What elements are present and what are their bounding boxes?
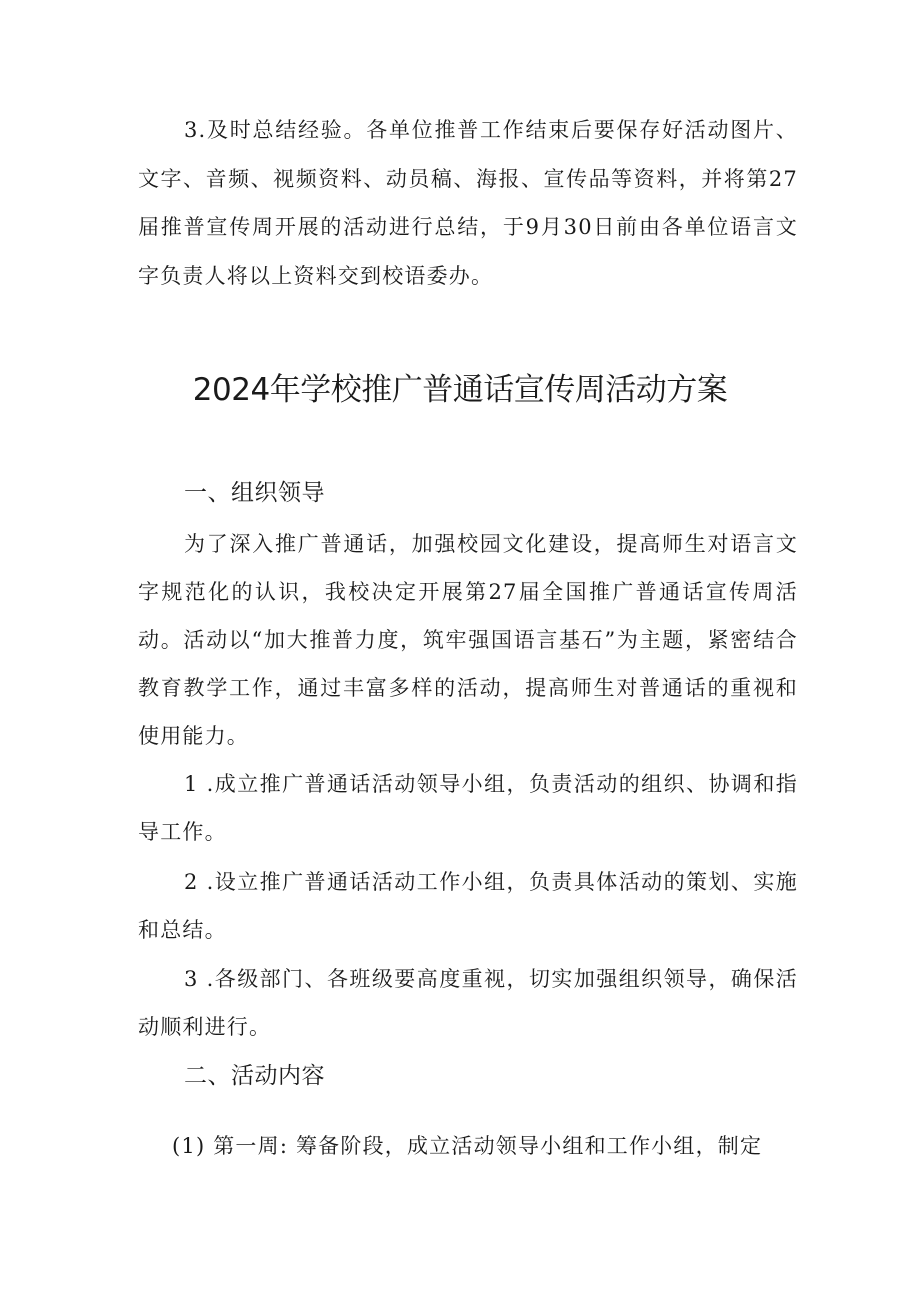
- list-item-week-one: (1) 第一周: 筹备阶段，成立活动领导小组和工作小组，制定: [172, 1134, 763, 1158]
- section-heading-activities: 二、活动内容: [184, 1063, 325, 1089]
- list-item-leadership-group: 1 .成立推广普通话活动领导小组，负责活动的组织、协调和指导工作。: [138, 772, 798, 844]
- document-title: 2024年学校推广普通话宣传周活动方案: [192, 372, 728, 408]
- section-heading-organization: 一、组织领导: [184, 480, 325, 506]
- paragraph-summarize-experience: 3.及时总结经验。各单位推普工作结束后要保存好活动图片、文字、音频、视频资料、动员稿、海报、宣传品等资料，并将第27届推普宣传周开展的活动进行总结，于9月30日前由各单位语言文字负责人将以上资料交到校语委办。: [138, 118, 798, 288]
- list-item-working-group: 2 .设立推广普通话活动工作小组，负责具体活动的策划、实施和总结。: [138, 870, 798, 942]
- paragraph-intro: 为了深入推广普通话，加强校园文化建设，提高师生对语言文字规范化的认识，我校决定开展第27届全国推广普通话宣传周活动。活动以“加大推普力度，筑牢强国语言基石”为主题，紧密结合教育教学工作，通过丰富多样的活动，提高师生对普通话的重视和使用能力。: [138, 532, 798, 748]
- list-item-departments: 3 .各级部门、各班级要高度重视，切实加强组织领导，确保活动顺利进行。: [138, 967, 798, 1039]
